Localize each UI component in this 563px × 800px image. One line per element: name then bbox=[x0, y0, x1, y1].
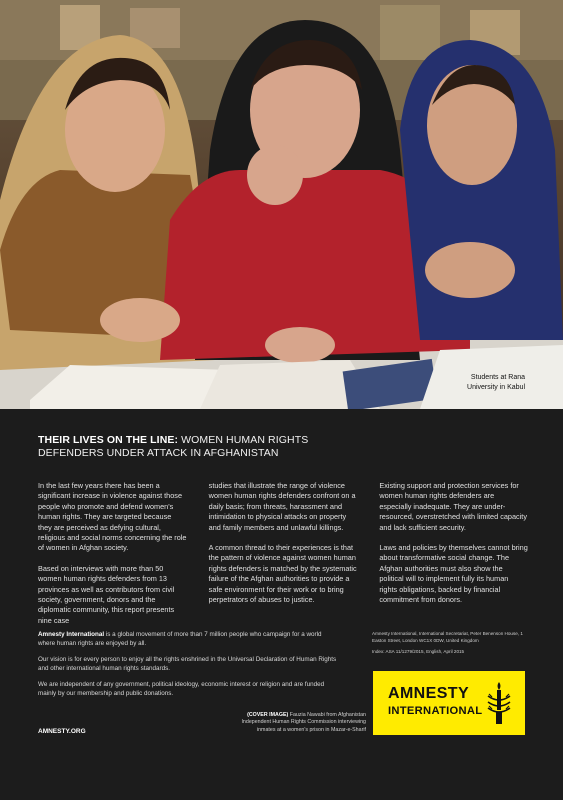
paragraph: Based on interviews with more than 50 women human rights defenders from 13 provinces as well as contributors from civil society, government, donors and the diplomatic community, this report presents nine case bbox=[38, 563, 175, 625]
summary-columns bbox=[38, 481, 528, 636]
caption-line-1: Students at Rana bbox=[470, 374, 525, 381]
cover-label: (COVER IMAGE) bbox=[247, 712, 289, 718]
report-headline bbox=[38, 434, 398, 460]
headline-rest: WOMEN HUMAN RIGHTS bbox=[178, 434, 309, 446]
logo-word-amnesty: AMNESTY bbox=[388, 685, 470, 702]
candle-barbed-wire-icon bbox=[485, 680, 513, 726]
paragraph: In the last few years there has been a significant increase in violence against those people who promote and defend women's human rights. They are targeted because they are perceived as defying cultural, religious and social norms concerning the role of women in Afghan society. bbox=[38, 481, 187, 553]
summary-column-3 bbox=[379, 481, 528, 636]
about-amnesty bbox=[38, 630, 338, 705]
paragraph: Laws and policies by themselves cannot bring about transformative social change. The Afghan authorities must also show the political will to implement fully its human rights obligations, backed by financial commitment from donors. bbox=[379, 543, 528, 605]
paragraph: A common thread to their experiences is that the pattern of violence against women human rights defenders is matched by the systematic failure of the Afghan authorities to provide a safe environment for their work or to bring perpetrators of abuses to justice. bbox=[208, 543, 357, 605]
caption-line-2: University in Kabul bbox=[467, 384, 525, 391]
about-paragraph-3: We are independent of any government, political ideology, economic interest or religion and are funded mainly by our membership and public donations. bbox=[38, 681, 325, 697]
about-paragraph-1 bbox=[38, 630, 338, 648]
paragraph: Existing support and protection services for women human rights defenders are especially inadequate. They are under-resourced, overstretched with limited capacity and lack sufficient security. bbox=[379, 481, 527, 532]
summary-column-1 bbox=[38, 481, 187, 636]
cover-text: Fauzia Nawabi from Afghanistan Independent Human Rights Commission interviewing inmates at a women's prison in Mazar-e-Sharif bbox=[241, 712, 366, 733]
headline-lead: THEIR LIVES ON THE LINE: bbox=[38, 434, 179, 446]
photo-caption bbox=[467, 373, 525, 393]
address-line: Amnesty International, International Secretariat, Peter Benenson House, 1 Easton Street, London WC1X 0DW, United Kingdom bbox=[372, 631, 523, 643]
publisher-address bbox=[372, 631, 532, 661]
website-link[interactable]: AMNESTY.ORG bbox=[38, 728, 86, 735]
cover-image-credit bbox=[226, 712, 366, 734]
report-index: Index: ASA 11/1279/2015, English, April 2015 bbox=[372, 649, 465, 654]
paragraph: studies that illustrate the range of violence women human rights defenders confront on a daily basis; from threats, harassment and intimidation to physical attacks on property and family members and unlawful killings. bbox=[208, 481, 356, 532]
headline-line-2: DEFENDERS UNDER ATTACK IN AFGHANISTAN bbox=[38, 447, 279, 459]
amnesty-logo bbox=[373, 671, 525, 735]
about-paragraph-2: Our vision is for every person to enjoy all the rights enshrined in the Universal Declaration of Human Rights and other international human rights standards. bbox=[38, 656, 337, 672]
about-text: is a global movement of more than 7 million people who campaign for a world where human rights are enjoyed by all. bbox=[38, 631, 322, 647]
logo-word-international: INTERNATIONAL bbox=[388, 705, 483, 717]
summary-column-2 bbox=[209, 481, 358, 636]
org-name: Amnesty International bbox=[38, 631, 105, 638]
